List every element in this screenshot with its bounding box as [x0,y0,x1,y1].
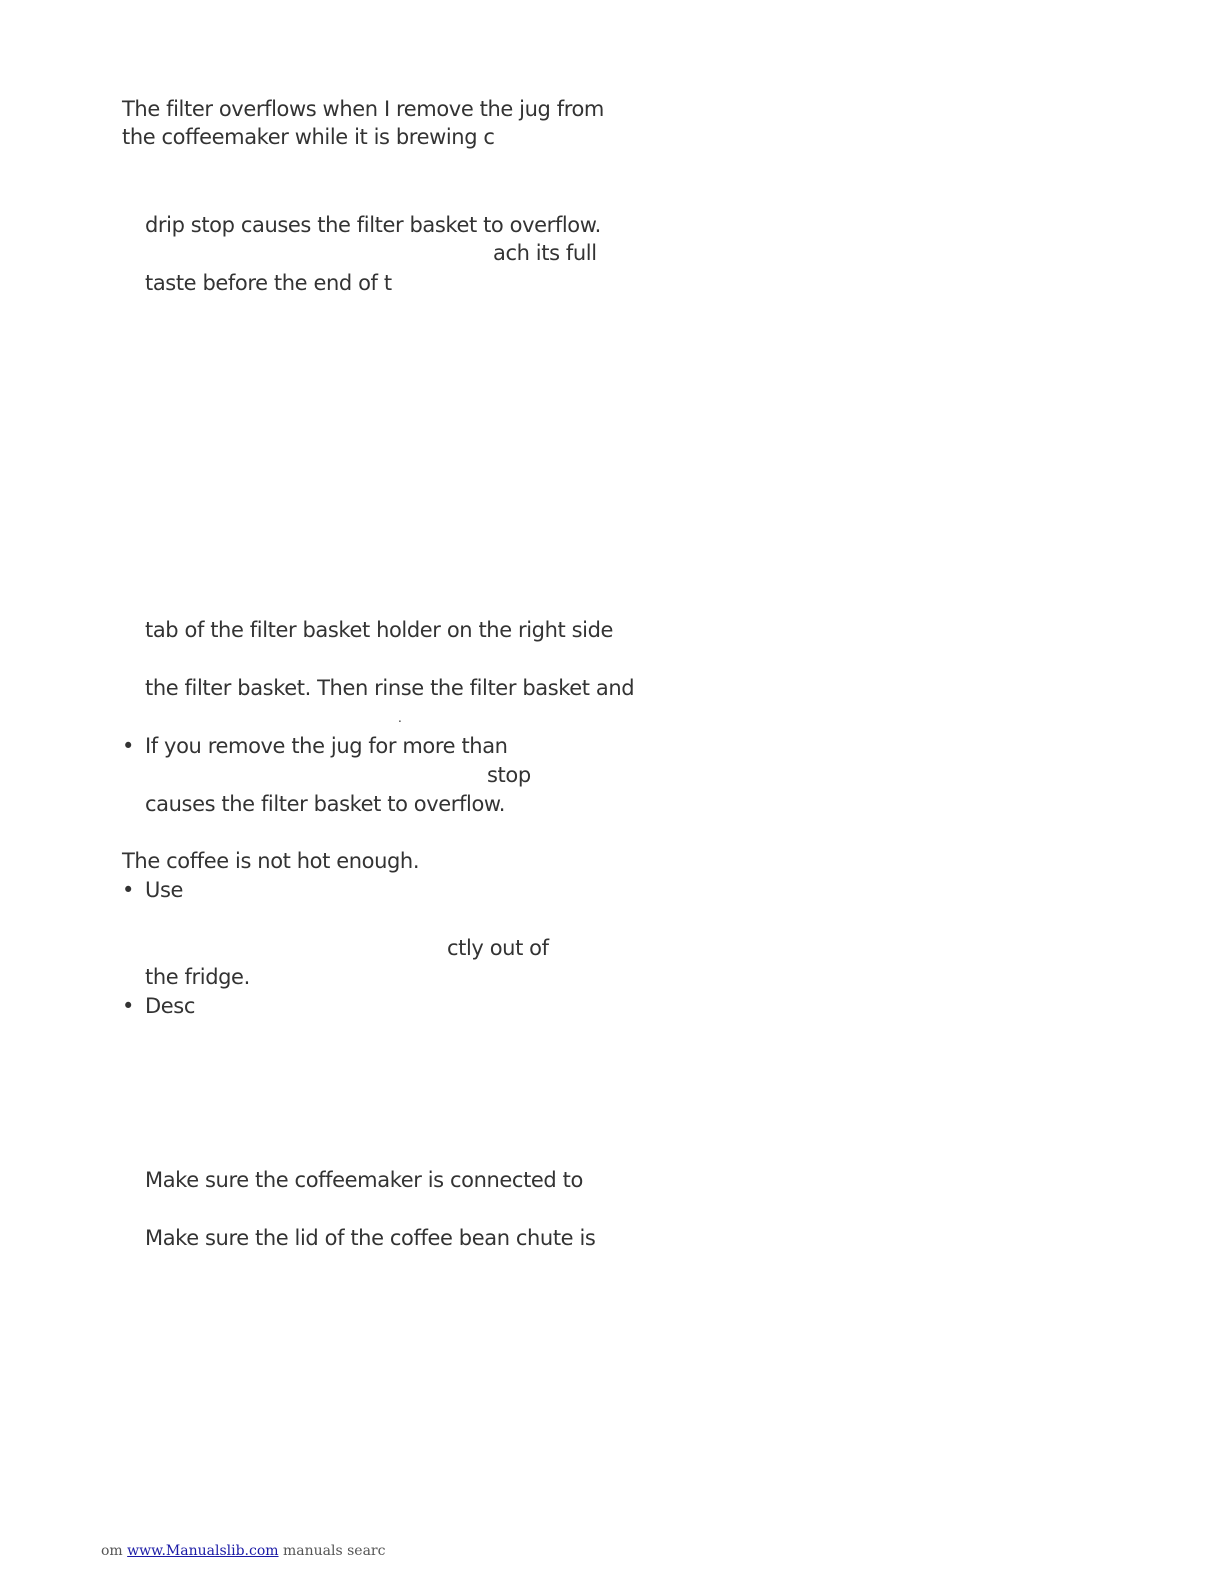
paragraph-line: Make sure the lid of the coffee bean chute is [145,1226,596,1250]
paragraph-line: Make sure the coffeemaker is connected to [145,1168,583,1192]
bullet-text-line: If you remove the jug for more than [145,734,508,758]
bullet-text-line: Desc [145,994,195,1018]
paragraph-line: drip stop causes the filter basket to overflow. [145,213,601,237]
bullet-text-line: causes the filter basket to overflow. [145,792,506,816]
paragraph-line: the filter basket. Then rinse the filter basket and [145,676,635,700]
paragraph-line: tab of the filter basket holder on the right side [145,618,614,642]
bullet-text-line: ctly out of [447,936,549,960]
footer-suffix: manuals searc [283,1543,386,1559]
section-heading-overflow-line-1: The filter overflows when I remove the jug from [122,97,604,121]
bullet-marker: • [122,878,135,902]
bullet-text-line: stop [487,763,531,787]
paragraph-line: ach its full [493,241,597,265]
section-heading-overflow-line-2: the coffeemaker while it is brewing c [122,125,495,149]
paragraph-line: taste before the end of t [145,271,392,295]
bullet-marker: • [122,994,135,1018]
bullet-text-line: Use [145,878,184,902]
section-heading-not-hot: The coffee is not hot enough. [122,849,420,873]
manualslib-link[interactable]: www.Manualslib.com [127,1543,279,1559]
bullet-text-line: the fridge. [145,965,250,989]
page-footer [101,1541,385,1561]
stray-period: . [398,711,402,725]
bullet-marker: • [122,734,135,758]
footer-prefix: om [101,1543,123,1559]
